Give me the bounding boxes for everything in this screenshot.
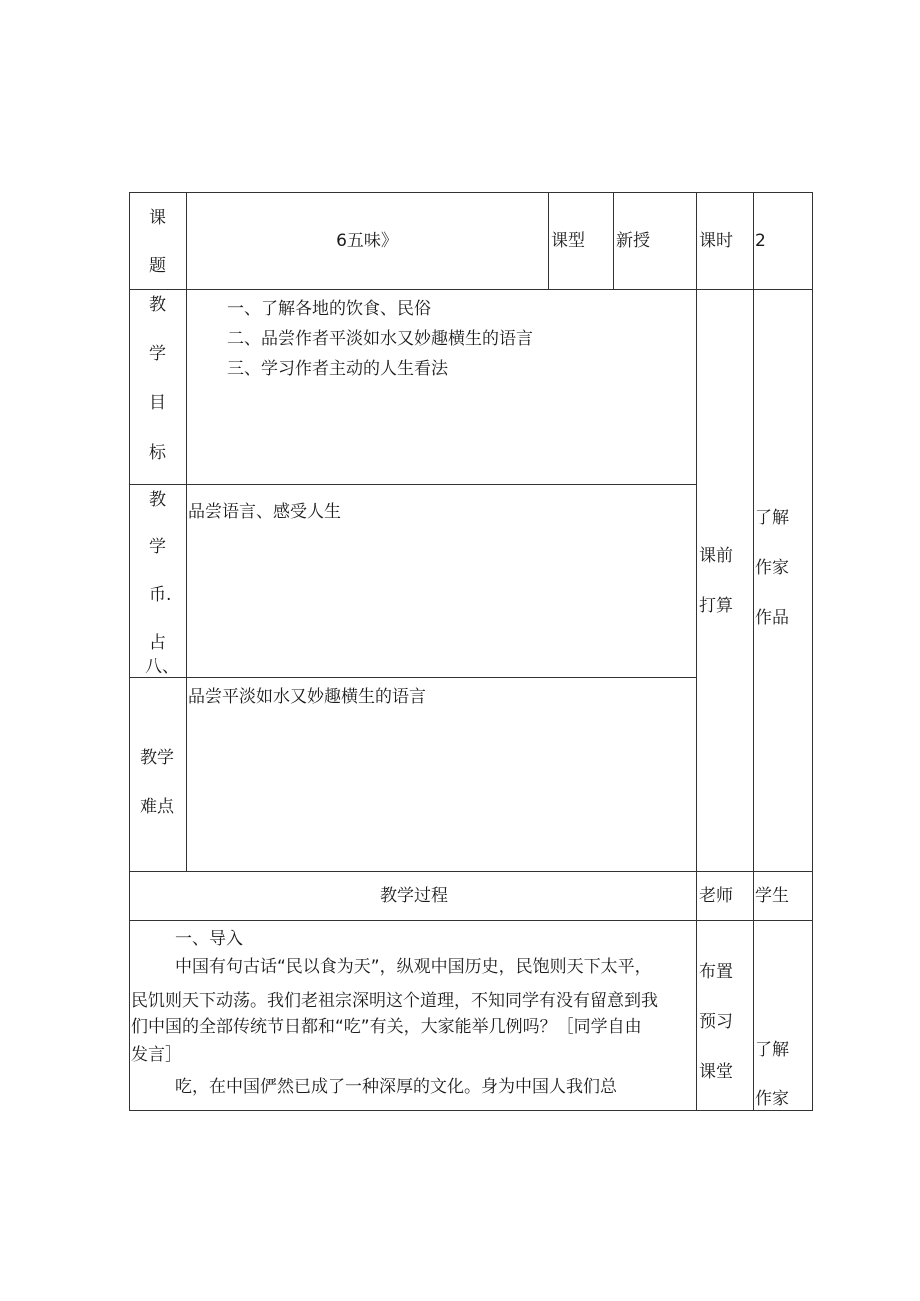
process-line: 发言］ [131,1045,182,1065]
table-border-left [129,192,130,1111]
process-line: 民饥则天下动荡。我们老祖宗深明这个道理，不知同学有没有留意到我 [131,991,658,1011]
row-divider [129,677,697,678]
course-label: 题 [149,256,166,276]
course-title: 6五味》 [336,231,398,251]
preparation-student: 了解 [755,508,789,528]
type-label: 课型 [551,231,585,251]
key-points-label: 占 [149,633,166,653]
table-border-top [129,192,813,193]
type-value: 新授 [616,231,650,251]
key-points-content: 品尝语言、感受人生 [188,502,341,522]
preparation-student: 作家 [755,558,789,578]
col-divider [186,192,187,871]
preparation-label: 课前 [699,546,733,566]
process-line: 吃，在中国俨然已成了一种深厚的文化。身为中国人我们总 [175,1077,617,1097]
hours-label: 课时 [699,231,733,251]
process-line: 们中国的全部传统节日都和“吃”有关，大家能举几例吗？［同学自由 [131,1017,642,1037]
process-teacher-note: 课堂 [699,1062,733,1082]
process-student-header: 学生 [755,886,789,906]
key-points-label: 八、 [145,657,179,677]
col-divider [753,192,754,1111]
row-divider [129,920,813,921]
course-label: 课 [149,208,166,228]
goals-label: 教 [149,295,166,315]
difficulty-label: 难点 [140,797,174,817]
table-border-right [812,192,813,1111]
difficulty-label: 教学 [140,748,174,768]
col-divider [548,192,549,289]
key-points-label: 币. [149,585,172,605]
preparation-label: 打算 [699,596,733,616]
row-divider [129,484,697,485]
process-line: 中国有句古话“民以食为天”，纵观中国历史，民饱则天下太平， [175,957,652,977]
key-points-label: 教 [149,490,166,510]
goal-item: 三、学习作者主动的人生看法 [227,359,448,379]
process-line: 一、导入 [175,929,243,949]
difficulty-content: 品尝平淡如水又妙趣横生的语言 [188,687,426,707]
table-border-bottom [129,1110,813,1111]
process-student-note: 了解 [755,1040,789,1060]
goal-item: 一、了解各地的饮食、民俗 [227,299,431,319]
goals-label: 标 [149,443,166,463]
row-divider [129,871,813,872]
preparation-student: 作品 [755,608,789,628]
col-divider [613,192,614,289]
process-student-note: 作家 [755,1089,789,1109]
process-title: 教学过程 [380,886,448,906]
goals-label: 目 [149,393,166,413]
process-teacher-note: 预习 [699,1012,733,1032]
goal-item: 二、品尝作者平淡如水又妙趣横生的语言 [227,329,533,349]
col-divider [696,192,697,1111]
row-divider [129,289,813,290]
process-teacher-note: 布置 [699,962,733,982]
key-points-label: 学 [149,537,166,557]
hours-value: 2 [755,231,766,251]
goals-label: 学 [149,344,166,364]
process-teacher-header: 老师 [699,886,733,906]
